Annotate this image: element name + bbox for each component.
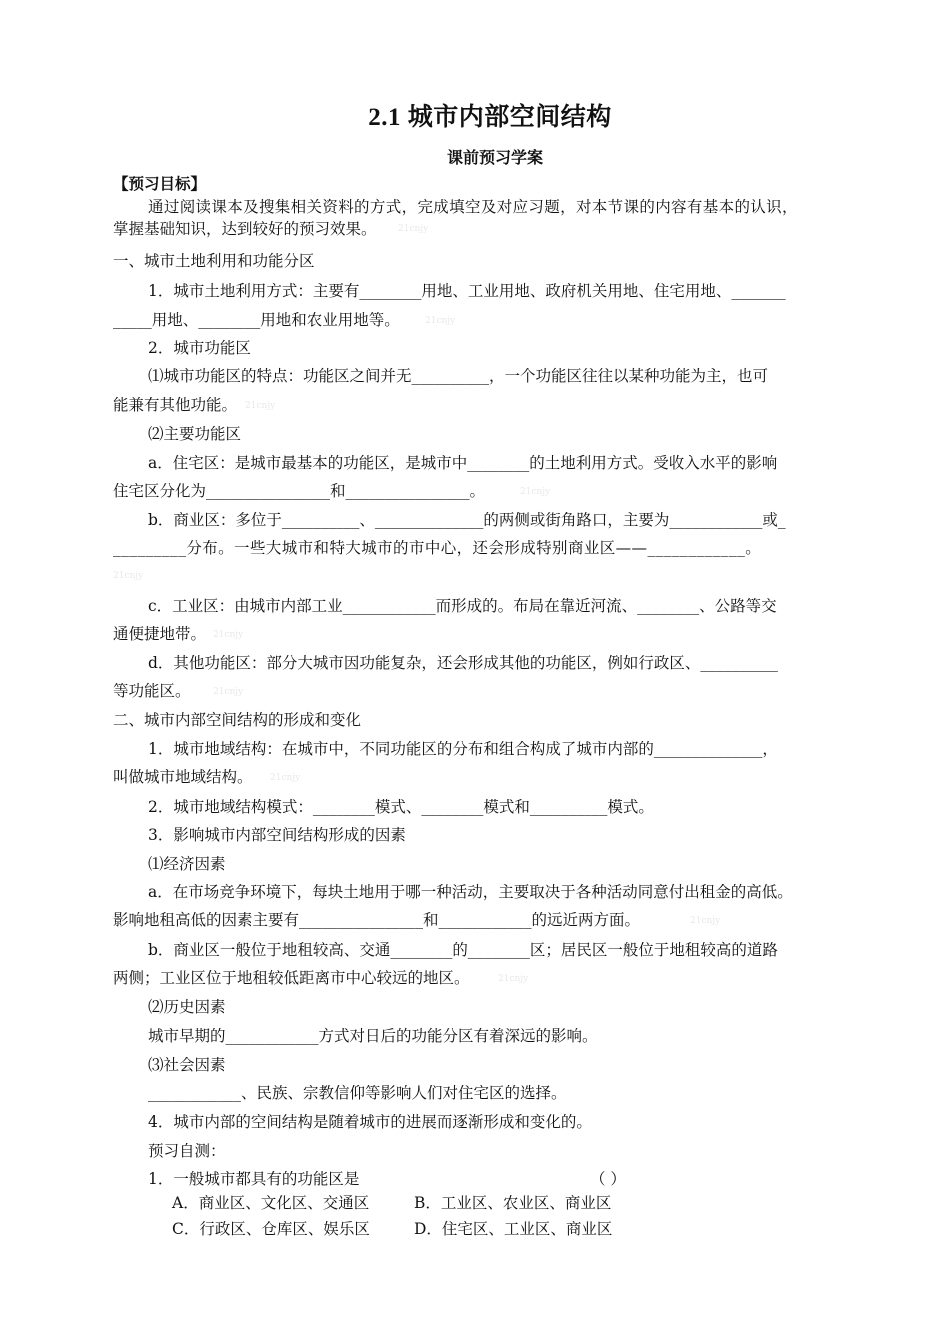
text-line: 1．城市地域结构：在城市中，不同功能区的分布和组合构成了城市内部的______________，	[148, 740, 778, 758]
watermark: 21cnjy	[498, 974, 529, 984]
text-line: ⑴城市功能区的特点：功能区之间并无__________，一个功能区往往以某种功能为主，也可	[148, 367, 769, 385]
text-line: 能兼有其他功能。	[113, 396, 238, 414]
option-b: B．工业区、农业区、商业区	[414, 1194, 612, 1212]
text-line: 两侧；工业区位于地租较低距离市中心较远的地区。	[113, 969, 470, 987]
text-line: _________分布。一些大城市和特大城市的市中心，还会形成特别商业区——____________。	[113, 539, 762, 557]
text-line: ⑵历史因素	[148, 998, 226, 1016]
text-line: 1．城市土地利用方式：主要有________用地、工业用地、政府机关用地、住宅用地、_______	[148, 282, 786, 300]
text-line: ⑵主要功能区	[148, 425, 242, 443]
answer-bracket: （ ）	[590, 1170, 626, 1188]
option-c: C．行政区、仓库区、娱乐区	[172, 1220, 370, 1238]
text-line: _____用地、________用地和农业用地等。	[113, 311, 400, 329]
text-line: a．住宅区：是城市最基本的功能区，是城市中________的土地利用方式。受收入水平的影响	[148, 454, 778, 472]
text-line: 2．城市地域结构模式：________模式、________模式和__________模式。	[148, 798, 654, 816]
watermark: 21cnjy	[245, 401, 276, 411]
question-stem: 1．一般城市都具有的功能区是	[148, 1170, 360, 1188]
text-line: c．工业区：由城市内部工业____________而形成的。布局在靠近河流、________、公路等交	[148, 597, 777, 615]
text-line: 等功能区。	[113, 682, 191, 700]
section-heading: 一、城市土地利用和功能分区	[113, 252, 315, 270]
text-line: 掌握基础知识，达到较好的预习效果。	[113, 220, 377, 238]
document-subtitle: 课前预习学案	[446, 148, 543, 167]
text-line: 4．城市内部的空间结构是随着城市的进展而逐渐形成和变化的。	[148, 1113, 592, 1131]
section-heading: 【预习目标】	[113, 174, 207, 193]
watermark: 21cnjy	[520, 487, 551, 497]
text-line: 叫做城市地域结构。	[113, 768, 253, 786]
text-line: ____________、民族、宗教信仰等影响人们对住宅区的选择。	[148, 1084, 567, 1102]
watermark: 21cnjy	[213, 630, 244, 640]
watermark: 21cnjy	[113, 571, 144, 581]
option-d: D．住宅区、工业区、商业区	[414, 1220, 613, 1238]
text-line: 预习自测：	[148, 1142, 226, 1160]
text-line: a．在市场竞争环境下，每块土地用于哪一种活动，主要取决于各种活动同意付出租金的高低。	[148, 883, 793, 901]
text-line: b．商业区：多位于__________、______________的两侧或街角路口，主要为____________或_	[148, 511, 786, 529]
text-line: 3．影响城市内部空间结构形成的因素	[148, 826, 406, 844]
watermark: 21cnjy	[213, 687, 244, 697]
text-line: 通过阅读课本及搜集相关资料的方式，完成填空及对应习题，对本节课的内容有基本的认识，	[148, 198, 798, 216]
option-a: A．商业区、文化区、交通区	[172, 1194, 370, 1212]
section-heading: 二、城市内部空间结构的形成和变化	[113, 711, 362, 729]
document-title: 2.1 城市内部空间结构	[368, 104, 612, 131]
text-line: 住宅区分化为________________和________________。	[113, 482, 486, 500]
text-line: 城市早期的____________方式对日后的功能分区有着深远的影响。	[148, 1027, 598, 1045]
text-line: ⑴经济因素	[148, 855, 226, 873]
text-line: ⑶社会因素	[148, 1056, 226, 1074]
watermark: 21cnjy	[425, 316, 456, 326]
text-line: b．商业区一般位于地租较高、交通________的________区；居民区一般位于地租较高的道路	[148, 941, 778, 959]
watermark: 21cnjy	[690, 916, 721, 926]
text-line: 2．城市功能区	[148, 339, 251, 357]
text-line: 影响地租高低的因素主要有________________和____________的远近两方面。	[113, 911, 641, 929]
watermark: 21cnjy	[398, 224, 429, 234]
text-line: 通便捷地带。	[113, 625, 207, 643]
text-line: d．其他功能区：部分大城市因功能复杂，还会形成其他的功能区，例如行政区、__________	[148, 654, 778, 672]
watermark: 21cnjy	[270, 773, 301, 783]
